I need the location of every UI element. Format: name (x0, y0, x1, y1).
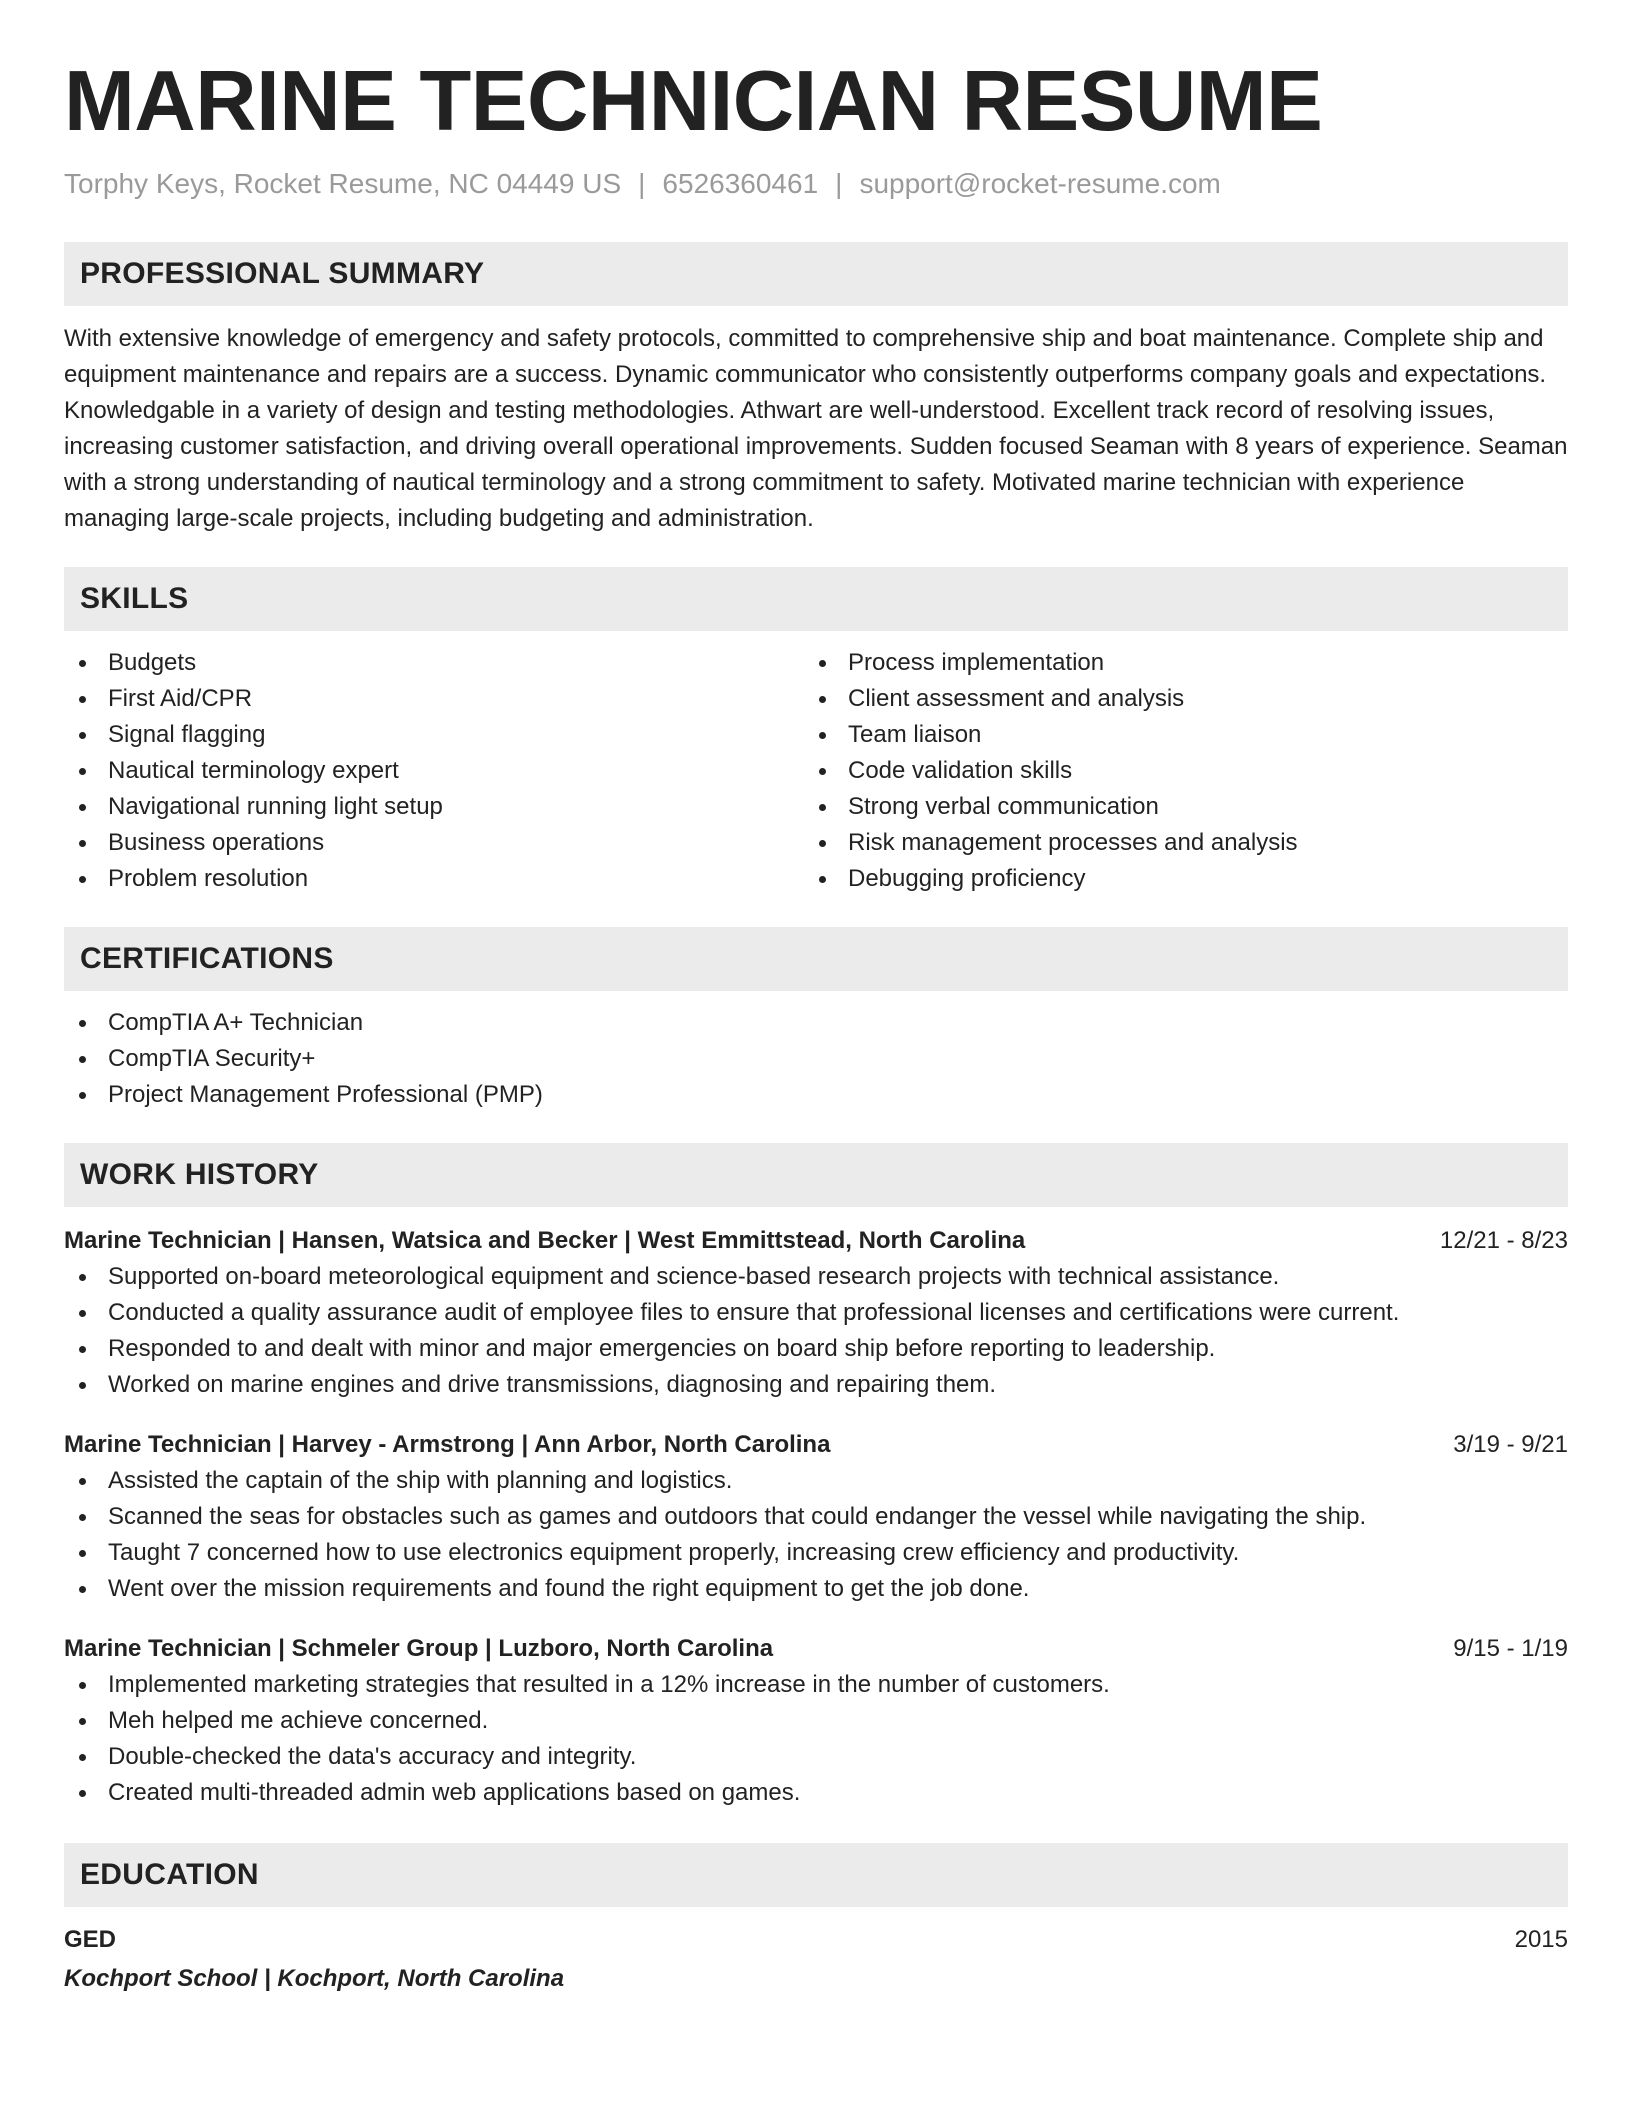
certification-item: CompTIA Security+ (64, 1041, 1568, 1077)
skill-item: Navigational running light setup (64, 789, 804, 825)
job-bullets (64, 1463, 1568, 1607)
education-entry (64, 1922, 1568, 1997)
job-dates: 3/19 - 9/21 (1453, 1431, 1568, 1458)
skill-item: First Aid/CPR (64, 681, 804, 717)
skills-list (64, 645, 1568, 897)
contact-phone: 6526360461 (662, 168, 819, 199)
job-bullets (64, 1259, 1568, 1403)
job-title: Marine Technician | Harvey - Armstrong | Ann Arbor, North Carolina (64, 1431, 831, 1458)
job-entry (64, 1427, 1568, 1607)
job-bullet: Meh helped me achieve concerned. (64, 1703, 1568, 1739)
job-bullet: Responded to and dealt with minor and major emergencies on board ship before reporting to leadership. (64, 1331, 1568, 1367)
summary-heading: PROFESSIONAL SUMMARY (64, 242, 1568, 306)
skills-column-right (804, 645, 1544, 897)
skills-heading: SKILLS (64, 567, 1568, 631)
skill-item: Problem resolution (64, 861, 804, 897)
education-degree: GED (64, 1926, 117, 1953)
contact-separator: | (835, 168, 843, 199)
education-school: Kochport School | Kochport, North Carolina (64, 1965, 565, 1992)
skill-item: Business operations (64, 825, 804, 861)
skill-item: Strong verbal communication (804, 789, 1544, 825)
certifications-heading: CERTIFICATIONS (64, 927, 1568, 991)
job-bullet: Double-checked the data's accuracy and integrity. (64, 1739, 1568, 1775)
contact-email: support@rocket-resume.com (859, 168, 1221, 199)
contact-separator: | (638, 168, 646, 199)
certification-item: CompTIA A+ Technician (64, 1005, 1568, 1041)
education-heading: EDUCATION (64, 1843, 1568, 1907)
skill-item: Client assessment and analysis (804, 681, 1544, 717)
job-bullet: Conducted a quality assurance audit of employee files to ensure that professional licenses and certifications were current. (64, 1295, 1568, 1331)
job-header (64, 1631, 1568, 1667)
job-title: Marine Technician | Hansen, Watsica and Becker | West Emmittstead, North Carolina (64, 1227, 1026, 1254)
job-bullet: Worked on marine engines and drive transmissions, diagnosing and repairing them. (64, 1367, 1568, 1403)
skills-column-left (64, 645, 804, 897)
certifications-list (64, 1005, 1568, 1113)
skill-item: Debugging proficiency (804, 861, 1544, 897)
job-dates: 12/21 - 8/23 (1439, 1227, 1568, 1254)
job-bullet: Scanned the seas for obstacles such as games and outdoors that could endanger the vessel while navigating the ship. (64, 1499, 1568, 1535)
work-history-heading: WORK HISTORY (64, 1143, 1568, 1207)
education-year: 2015 (1514, 1926, 1568, 1953)
job-bullet: Created multi-threaded admin web applications based on games. (64, 1775, 1568, 1811)
skill-item: Team liaison (804, 717, 1544, 753)
job-entry (64, 1631, 1568, 1811)
job-bullet: Supported on-board meteorological equipment and science-based research projects with technical assistance. (64, 1259, 1568, 1295)
job-bullets (64, 1667, 1568, 1811)
job-header (64, 1427, 1568, 1463)
contact-address: Torphy Keys, Rocket Resume, NC 04449 US (64, 168, 622, 199)
skill-item: Signal flagging (64, 717, 804, 753)
contact-line (64, 164, 1568, 204)
job-bullet: Implemented marketing strategies that resulted in a 12% increase in the number of customers. (64, 1667, 1568, 1703)
job-dates: 9/15 - 1/19 (1453, 1635, 1568, 1662)
job-title: Marine Technician | Schmeler Group | Luzboro, North Carolina (64, 1635, 774, 1662)
job-bullet: Went over the mission requirements and found the right equipment to get the job done. (64, 1571, 1568, 1607)
certification-item: Project Management Professional (PMP) (64, 1077, 1568, 1113)
skill-item: Budgets (64, 645, 804, 681)
summary-text: With extensive knowledge of emergency and safety protocols, committed to comprehensive ship and boat maintenance. Complete ship and equipment maintenance and repairs are a success. Dynamic communicator who consistently outperforms company goals and expectations. Knowledgable in a variety of design and testing methodologies. Athwart are well-understood. Excellent track record of resolving issues, increasing customer satisfaction, and driving overall operational improvements. Sudden focused Seaman with 8 years of experience. Seaman with a strong understanding of nautical terminology and a strong commitment to safety. Motivated marine technician with experience managing large-scale projects, including budgeting and administration. (64, 325, 1568, 532)
skill-item: Code validation skills (804, 753, 1544, 789)
skill-item: Risk management processes and analysis (804, 825, 1544, 861)
job-bullet: Taught 7 concerned how to use electronics equipment properly, increasing crew efficiency and productivity. (64, 1535, 1568, 1571)
job-entry (64, 1223, 1568, 1403)
skill-item: Process implementation (804, 645, 1544, 681)
job-bullet: Assisted the captain of the ship with planning and logistics. (64, 1463, 1568, 1499)
education-header (64, 1922, 1568, 1958)
job-header (64, 1223, 1568, 1259)
resume-title: MARINE TECHNICIAN RESUME (64, 54, 1323, 149)
skill-item: Nautical terminology expert (64, 753, 804, 789)
